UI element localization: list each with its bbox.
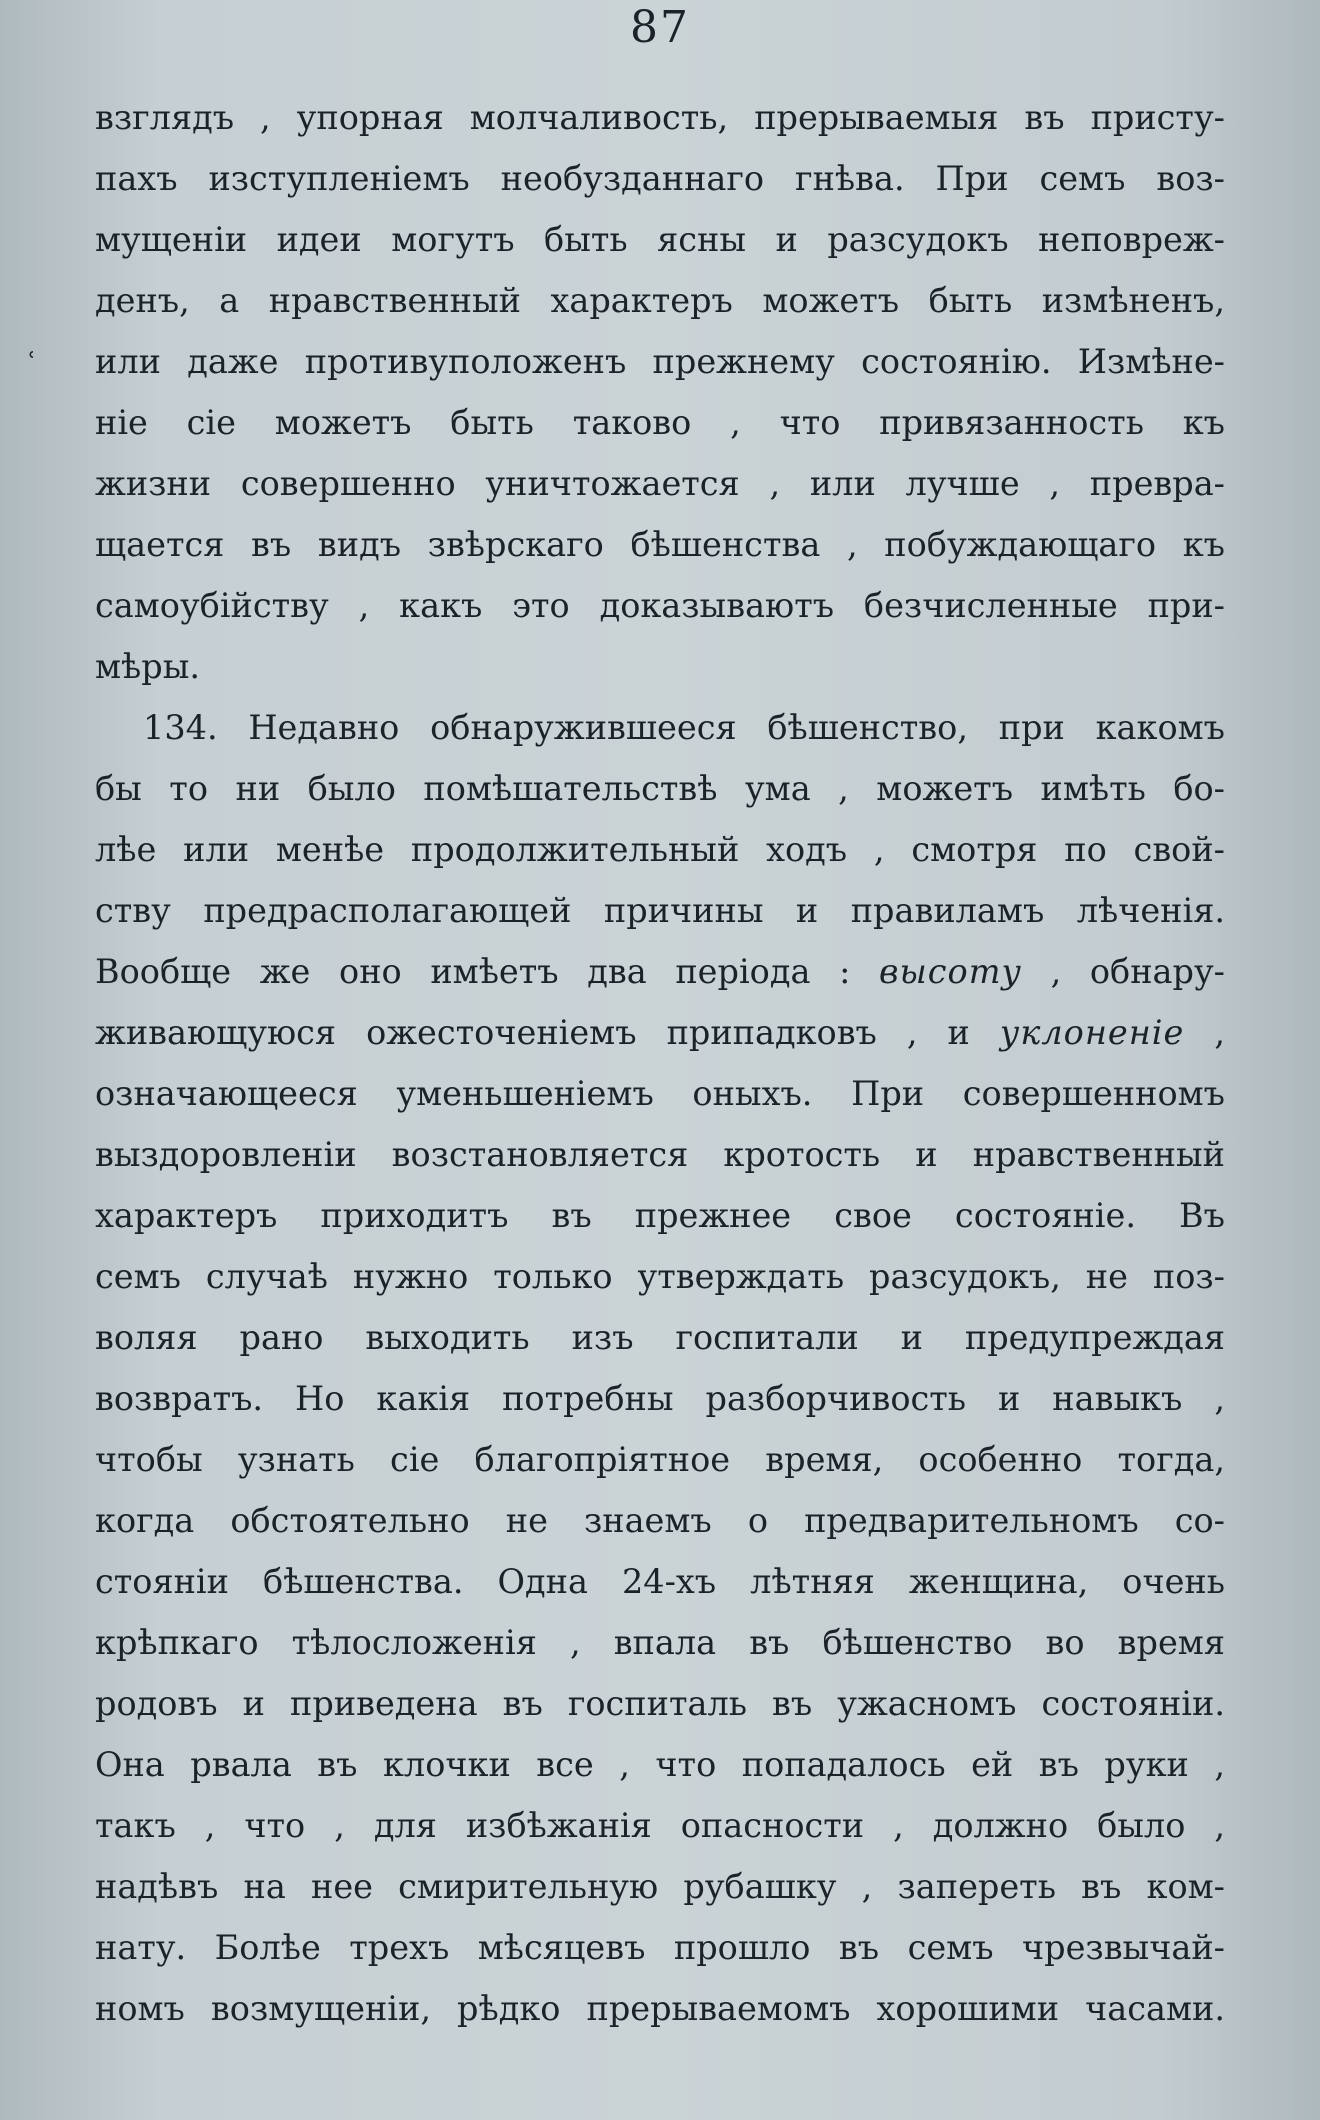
line-text-after-emphasis: , обнару- (1021, 952, 1225, 991)
margin-mark: ʿ (28, 348, 36, 378)
text-line: чтобы узнать сіе благопріятное время, особенно тогда, (95, 1440, 1225, 1479)
line-text-before-emphasis: Вообще же оно имѣетъ два періода : (95, 952, 880, 991)
line-text-before-emphasis: живающуюся ожесточеніемъ припадковъ , и (95, 1013, 1000, 1052)
emphasized-term: уклоненіе (999, 1013, 1185, 1052)
text-line: 134. Недавно обнаружившееся бѣшенство, при какомъ (143, 708, 1225, 747)
text-line (95, 1007, 1225, 1068)
text-line: ніе сіе можетъ быть таково , что привязанность къ (95, 403, 1225, 442)
text-line: щается въ видъ звѣрскаго бѣшенства , побуждающаго къ (95, 525, 1225, 564)
page-number: 87 (630, 2, 690, 53)
emphasized-term: высоту (879, 952, 1022, 991)
text-line: означающееся уменьшеніемъ оныхъ. При совершенномъ (95, 1074, 1225, 1113)
text-line: возвратъ. Но какія потребны разборчивость и навыкъ , (95, 1379, 1225, 1418)
text-line: выздоровленіи возстановляется кротость и нравственный (95, 1135, 1225, 1174)
text-line: жизни совершенно уничтожается , или лучше , превра- (95, 464, 1225, 503)
text-line (95, 946, 1225, 1007)
text-line: денъ, а нравственный характеръ можетъ быть измѣненъ, (95, 281, 1225, 320)
text-line: взглядъ , упорная молчаливость, прерываемыя въ присту- (95, 98, 1225, 137)
text-line: воляя рано выходить изъ госпитали и предупреждая (95, 1318, 1225, 1357)
text-line: стояніи бѣшенства. Одна 24-хъ лѣтняя женщина, очень (95, 1562, 1225, 1601)
text-line: семъ случаѣ нужно только утверждать разсудокъ, не поз- (95, 1257, 1225, 1296)
text-line: лѣе или менѣе продолжительный ходъ , смотря по свой- (95, 830, 1225, 869)
text-line: самоубійству , какъ это доказываютъ безчисленные при- (95, 586, 1225, 625)
text-line: такъ , что , для избѣжанія опасности , должно было , (95, 1806, 1225, 1845)
text-line: нату. Болѣе трехъ мѣсяцевъ прошло въ семъ чрезвычай- (95, 1928, 1225, 1967)
text-line: надѣвъ на нее смирительную рубашку , запереть въ ком- (95, 1867, 1225, 1906)
text-line: или даже противуположенъ прежнему состоянію. Измѣне- (95, 342, 1225, 381)
line-text-after-emphasis: , (1184, 1013, 1225, 1052)
text-line: бы то ни было помѣшательствѣ ума , можетъ имѣть бо- (95, 769, 1225, 808)
text-line: родовъ и приведена въ госпиталь въ ужасномъ состояніи. (95, 1684, 1225, 1723)
text-line: крѣпкаго тѣлосложенія , впала въ бѣшенство во время (95, 1623, 1225, 1662)
text-line: пахъ изступленіемъ необузданнаго гнѣва. При семъ воз- (95, 159, 1225, 198)
text-line: мущеніи идеи могутъ быть ясны и разсудокъ неповреж- (95, 220, 1225, 259)
text-line: Она рвала въ клочки все , что попадалось ей въ руки , (95, 1745, 1225, 1784)
text-line: когда обстоятельно не знаемъ о предварительномъ со- (95, 1501, 1225, 1540)
body-text (95, 92, 1225, 2044)
text-line: номъ возмущеніи, рѣдко прерываемомъ хорошими часами. (95, 1989, 1225, 2028)
text-line: характеръ приходитъ въ прежнее свое состояніе. Въ (95, 1196, 1225, 1235)
text-line: мѣры. (95, 647, 201, 686)
text-line: ству предрасполагающей причины и правиламъ лѣченія. (95, 891, 1225, 930)
